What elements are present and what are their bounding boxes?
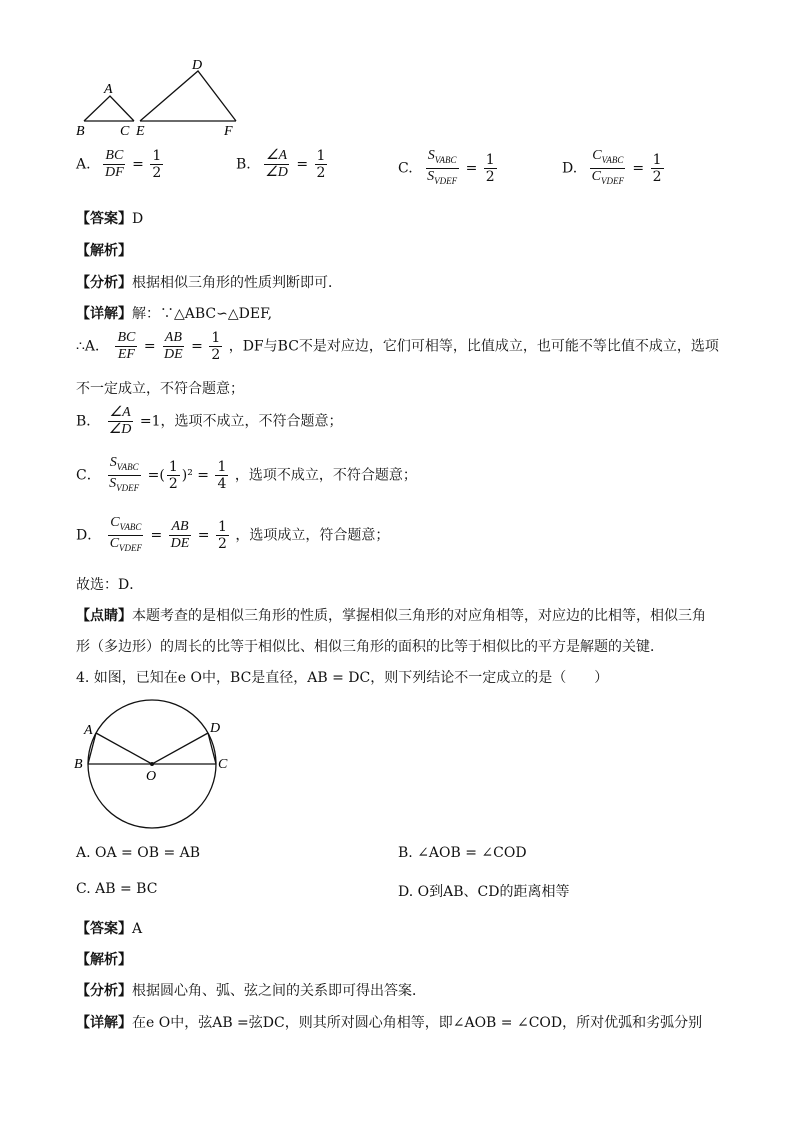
- q3-dianjing-1: 【点睛】本题考查的是相似三角形的性质，掌握相似三角形的对应角相等，对应边的比相等，相似三角: [76, 608, 706, 624]
- q3-option-a: A. $\frac{BC}{DF}$ = $\frac{1}{2}$: [76, 148, 162, 181]
- q3-line-b: B． $\frac{\angle A}{\angle D}$ =1，选项不成立，不符合题意；: [76, 405, 343, 437]
- q3-detail: 【详解】解：∵△ABC∽△DEF,: [76, 306, 273, 322]
- label-E: E: [136, 124, 145, 139]
- circle-label-D: D: [210, 721, 221, 736]
- label-B: B: [76, 124, 85, 139]
- q4-option-a: A. OA = OB = AB: [76, 845, 201, 861]
- q4-option-b: B. ∠AOB = ∠COD: [398, 845, 527, 861]
- q3-analysis-tag: 【解析】: [76, 243, 132, 259]
- q3-option-d: D. $\frac{C_{VABC}}{C_{VDEF}}$ = $\frac{1}{2}$: [562, 148, 662, 186]
- q4-answer: 【答案】A: [76, 921, 143, 937]
- q3-fenxi: 【分析】根据相似三角形的性质判断即可．: [76, 275, 342, 291]
- q3-option-b: B. $\frac{\angle A}{\angle D}$ = $\frac{1}{2}$: [236, 148, 326, 181]
- q4-fenxi: 【分析】根据圆心角、弧、弦之间的关系即可得出答案．: [76, 983, 426, 999]
- q3-dianjing-2: 形（多边形）的周长的比等于相似比、相似三角形的面积的比等于相似比的平方是解题的关键．: [76, 639, 664, 655]
- q4-option-c: C. AB = BC: [76, 881, 158, 897]
- label-C: C: [120, 124, 130, 139]
- q3-line-c: C． $\frac{S_{VABC}}{S_{VDEF}}$ =( $\frac{1}{2}$ )² = $\frac{1}{4}$ ，选项不成立，不符合题意；: [76, 455, 417, 493]
- q3-option-c: C. $\frac{S_{VABC}}{S_{VDEF}}$ = $\frac{1}{2}$: [398, 148, 495, 186]
- q4-option-d: D. O到AB、CD的距离相等: [398, 884, 570, 900]
- q3-line-d: D． $\frac{C_{VABC}}{C_{VDEF}}$ = $\frac{AB}{DE}$ = $\frac{1}{2}$ ，选项成立，符合题意；: [76, 515, 390, 553]
- label-F: F: [224, 124, 233, 139]
- circle-label-O: O: [146, 769, 157, 784]
- label-A: A: [104, 82, 113, 97]
- circle-label-B: B: [74, 757, 83, 772]
- circle-label-C: C: [218, 757, 228, 772]
- q4-analysis-tag: 【解析】: [76, 952, 132, 968]
- q3-line-a: ∴A． $\frac{BC}{EF}$ = $\frac{AB}{DE}$ = $\frac{1}{2}$ ，DF与BC不是对应边，它们可相等，比值成立，也可能不等比值不成立，选项: [76, 330, 719, 363]
- q4-stem: 4. 如图，已知在e O中，BC是直径，AB = DC，则下列结论不一定成立的是（ ）: [76, 670, 609, 686]
- similar-triangles-figure: [70, 55, 250, 140]
- label-D: D: [192, 58, 203, 73]
- q3-answer: 【答案】D: [76, 211, 144, 227]
- q3-choose: 故选：D．: [76, 577, 144, 593]
- q3-line-a-cont: 不一定成立，不符合题意；: [76, 381, 244, 397]
- circle-figure: [70, 692, 240, 842]
- q4-detail: 【详解】在e O中，弦AB =弦DC，则其所对圆心角相等，即∠AOB = ∠COD，所对优弧和劣弧分别: [76, 1015, 703, 1031]
- circle-label-A: A: [84, 723, 93, 738]
